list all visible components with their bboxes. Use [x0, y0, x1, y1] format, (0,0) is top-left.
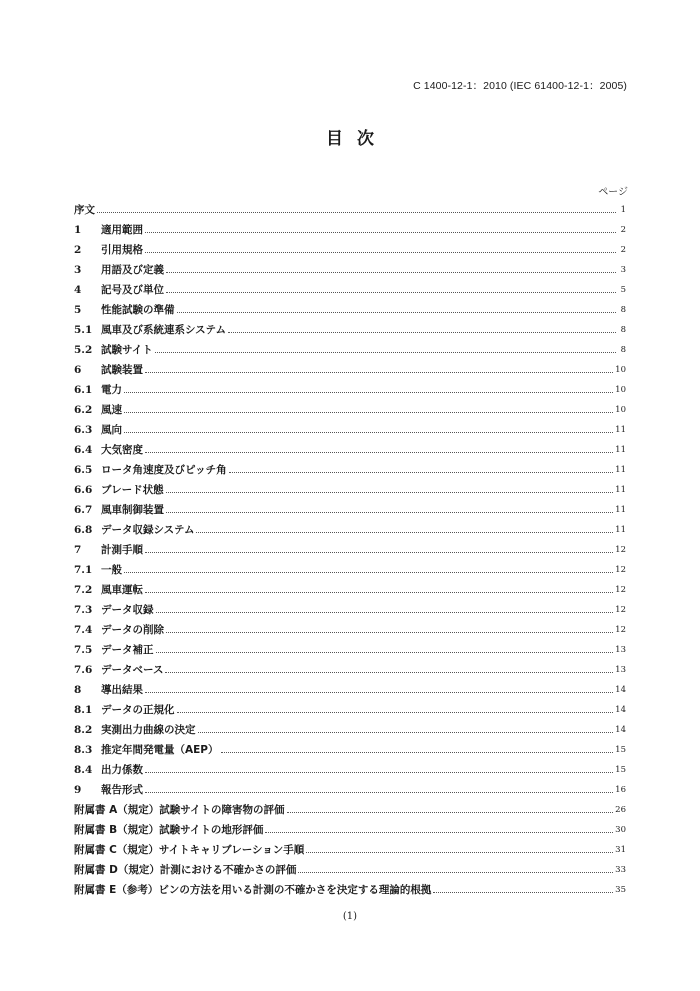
toc-entry-title: 風車及び系統連系システム — [101, 324, 226, 336]
dot-leader — [145, 452, 613, 453]
table-of-contents — [74, 197, 626, 897]
toc-entry-number: 8.2 — [74, 724, 93, 736]
toc-entry-title: 記号及び単位 — [101, 284, 164, 296]
toc-entry-number: 7 — [74, 544, 82, 556]
toc-entry-number: 9 — [74, 784, 82, 796]
toc-entry-page: 5 — [620, 285, 626, 295]
dot-leader — [145, 692, 613, 693]
toc-entry-title: 実測出力曲線の決定 — [101, 724, 196, 736]
dot-leader — [145, 592, 613, 593]
toc-entry-page: 13 — [615, 645, 626, 655]
toc-entry-number: 2 — [74, 244, 82, 256]
toc-entry-number: 4 — [74, 284, 82, 296]
dot-leader — [198, 732, 614, 733]
dot-leader — [124, 412, 613, 413]
toc-entry[interactable] — [74, 697, 626, 717]
toc-entry-title: 附属書 A（規定）試験サイトの障害物の評価 — [74, 804, 285, 816]
toc-entry-title: 性能試験の準備 — [101, 304, 175, 316]
standard-number: C 1400-12-1：2010 (IEC 61400-12-1：2005) — [413, 80, 627, 92]
toc-entry-page: 12 — [615, 585, 626, 595]
toc-entry-title: 風速 — [101, 404, 122, 416]
dot-leader — [155, 352, 616, 353]
toc-entry-page: 11 — [615, 505, 626, 515]
dot-leader — [177, 312, 617, 313]
toc-entry[interactable] — [74, 817, 626, 837]
dot-leader — [156, 612, 614, 613]
toc-entry-page: 11 — [615, 525, 626, 535]
toc-entry-page: 14 — [615, 685, 626, 695]
toc-entry-number: 6.1 — [74, 384, 93, 396]
toc-entry[interactable] — [74, 677, 626, 697]
toc-entry[interactable] — [74, 237, 626, 257]
toc-entry-number: 7.1 — [74, 564, 93, 576]
toc-entry-page: 2 — [620, 245, 626, 255]
toc-entry[interactable] — [74, 757, 626, 777]
dot-leader — [306, 852, 613, 853]
toc-entry[interactable] — [74, 217, 626, 237]
toc-entry-title: 附属書 D（規定）計測における不確かさの評価 — [74, 864, 297, 876]
toc-entry-number: 8.4 — [74, 764, 93, 776]
toc-entry-title: 風車制御装置 — [101, 504, 164, 516]
dot-leader — [433, 892, 613, 893]
page-title: 目次 — [326, 129, 388, 149]
toc-entry[interactable] — [74, 417, 626, 437]
toc-entry[interactable] — [74, 357, 626, 377]
toc-entry-title: 推定年間発電量（AEP） — [101, 744, 219, 756]
toc-entry-page: 15 — [615, 745, 626, 755]
dot-leader — [165, 672, 613, 673]
dot-leader — [221, 752, 614, 753]
toc-entry-number: 3 — [74, 264, 82, 276]
page-column-label: ページ — [598, 187, 628, 198]
toc-entry-page: 11 — [615, 485, 626, 495]
toc-entry-number: 5.2 — [74, 344, 93, 356]
dot-leader — [145, 372, 613, 373]
toc-entry-page: 26 — [615, 805, 626, 815]
toc-entry[interactable] — [74, 777, 626, 797]
toc-entry[interactable] — [74, 617, 626, 637]
dot-leader — [265, 832, 613, 833]
dot-leader — [145, 792, 613, 793]
toc-entry-page: 12 — [615, 605, 626, 615]
toc-entry[interactable] — [74, 737, 626, 757]
toc-entry-title: 附属書 E（参考）ビンの方法を用いる計測の不確かさを決定する理論的根拠 — [74, 884, 432, 896]
dot-leader — [145, 232, 616, 233]
toc-entry-page: 16 — [615, 785, 626, 795]
toc-entry-title: データ収録システム — [101, 524, 195, 536]
toc-entry-page: 10 — [615, 405, 626, 415]
toc-entry[interactable] — [74, 497, 626, 517]
dot-leader — [166, 512, 613, 513]
dot-leader — [145, 252, 616, 253]
toc-entry-page: 10 — [615, 365, 626, 375]
toc-entry-title: 附属書 C（規定）サイトキャリブレーション手順 — [74, 844, 305, 856]
dot-leader — [156, 652, 614, 653]
toc-entry-number: 5 — [74, 304, 82, 316]
toc-entry[interactable] — [74, 797, 626, 817]
dot-leader — [228, 332, 616, 333]
toc-entry-title: 報告形式 — [101, 784, 143, 796]
toc-entry-title: 風向 — [101, 424, 122, 436]
toc-entry-page: 3 — [620, 265, 626, 275]
toc-entry[interactable] — [74, 577, 626, 597]
toc-entry-page: 11 — [615, 465, 626, 475]
toc-entry-title: 電力 — [101, 384, 122, 396]
toc-entry[interactable] — [74, 477, 626, 497]
toc-entry-page: 8 — [620, 325, 626, 335]
toc-entry-number: 6.7 — [74, 504, 93, 516]
toc-entry-title: データの削除 — [101, 624, 164, 636]
toc-entry[interactable] — [74, 257, 626, 277]
toc-entry-number: 8.1 — [74, 704, 93, 716]
toc-entry[interactable] — [74, 197, 626, 217]
toc-entry-page: 30 — [615, 825, 626, 835]
toc-entry-number: 6.8 — [74, 524, 93, 536]
toc-entry-title: 試験サイト — [101, 344, 153, 356]
toc-entry[interactable] — [74, 377, 626, 397]
toc-entry-page: 14 — [615, 705, 626, 715]
toc-entry-page: 31 — [615, 845, 626, 855]
toc-entry-page: 35 — [615, 885, 626, 895]
toc-entry-number: 7.2 — [74, 584, 93, 596]
toc-entry[interactable] — [74, 877, 626, 897]
dot-leader — [196, 532, 613, 533]
toc-entry-page: 1 — [620, 205, 626, 215]
toc-entry[interactable] — [74, 517, 626, 537]
toc-entry-title: データ収録 — [101, 604, 154, 616]
toc-entry-title: ブレード状態 — [101, 484, 164, 496]
dot-leader — [177, 712, 614, 713]
dot-leader — [287, 812, 614, 813]
toc-entry-title: 適用範囲 — [101, 224, 143, 236]
toc-entry[interactable] — [74, 537, 626, 557]
toc-entry-page: 12 — [615, 545, 626, 555]
toc-entry-number: 7.6 — [74, 664, 93, 676]
toc-entry-page: 8 — [620, 345, 626, 355]
toc-entry-number: 6 — [74, 364, 82, 376]
toc-entry-page: 11 — [615, 445, 626, 455]
dot-leader — [229, 472, 614, 473]
toc-entry-title: 風車運転 — [101, 584, 143, 596]
toc-entry-number: 6.6 — [74, 484, 93, 496]
toc-entry-page: 12 — [615, 625, 626, 635]
toc-entry-page: 12 — [615, 565, 626, 575]
toc-entry-title: データの正規化 — [101, 704, 175, 716]
toc-entry-title: データベース — [101, 664, 164, 676]
toc-entry-page: 33 — [615, 865, 626, 875]
toc-entry-title: 大気密度 — [101, 444, 143, 456]
dot-leader — [298, 872, 613, 873]
dot-leader — [124, 392, 613, 393]
toc-entry-number: 8 — [74, 684, 82, 696]
toc-entry-number: 8.3 — [74, 744, 93, 756]
dot-leader — [124, 432, 613, 433]
toc-entry-page: 11 — [615, 425, 626, 435]
toc-entry-page: 2 — [620, 225, 626, 235]
dot-leader — [145, 772, 613, 773]
toc-entry-title: 序文 — [74, 204, 95, 216]
toc-entry-number: 7.3 — [74, 604, 93, 616]
toc-entry-title: データ補正 — [101, 644, 154, 656]
toc-entry[interactable] — [74, 837, 626, 857]
page-folio: (1) — [342, 911, 358, 922]
toc-entry-title: 附属書 B（規定）試験サイトの地形評価 — [74, 824, 264, 836]
toc-entry[interactable] — [74, 337, 626, 357]
toc-entry-title: 用語及び定義 — [101, 264, 164, 276]
toc-entry-number: 6.4 — [74, 444, 93, 456]
toc-entry[interactable] — [74, 857, 626, 877]
toc-entry[interactable] — [74, 397, 626, 417]
toc-entry[interactable] — [74, 317, 626, 337]
toc-entry[interactable] — [74, 457, 626, 477]
toc-entry-page: 15 — [615, 765, 626, 775]
toc-entry[interactable] — [74, 657, 626, 677]
toc-entry[interactable] — [74, 297, 626, 317]
dot-leader — [97, 212, 616, 213]
dot-leader — [145, 552, 613, 553]
toc-entry-page: 13 — [615, 665, 626, 675]
toc-entry-page: 14 — [615, 725, 626, 735]
toc-entry-title: 計測手順 — [101, 544, 143, 556]
toc-entry-title: 試験装置 — [101, 364, 143, 376]
toc-entry[interactable] — [74, 437, 626, 457]
toc-entry[interactable] — [74, 557, 626, 577]
toc-entry-title: 導出結果 — [101, 684, 143, 696]
toc-entry-number: 1 — [74, 224, 82, 236]
toc-entry[interactable] — [74, 597, 626, 617]
toc-entry-page: 10 — [615, 385, 626, 395]
toc-entry-title: ロータ角速度及びピッチ角 — [101, 464, 227, 476]
toc-entry[interactable] — [74, 717, 626, 737]
toc-entry-number: 7.5 — [74, 644, 93, 656]
dot-leader — [166, 492, 614, 493]
toc-entry-page: 8 — [620, 305, 626, 315]
toc-entry-number: 7.4 — [74, 624, 93, 636]
toc-entry-title: 一般 — [101, 564, 122, 576]
toc-entry-title: 引用規格 — [101, 244, 143, 256]
toc-entry-number: 6.3 — [74, 424, 93, 436]
dot-leader — [166, 272, 616, 273]
toc-entry-title: 出力係数 — [101, 764, 143, 776]
toc-entry[interactable] — [74, 637, 626, 657]
toc-entry-number: 6.5 — [74, 464, 93, 476]
dot-leader — [124, 572, 613, 573]
dot-leader — [166, 632, 613, 633]
dot-leader — [166, 292, 616, 293]
toc-entry[interactable] — [74, 277, 626, 297]
toc-entry-number: 5.1 — [74, 324, 93, 336]
toc-entry-number: 6.2 — [74, 404, 93, 416]
